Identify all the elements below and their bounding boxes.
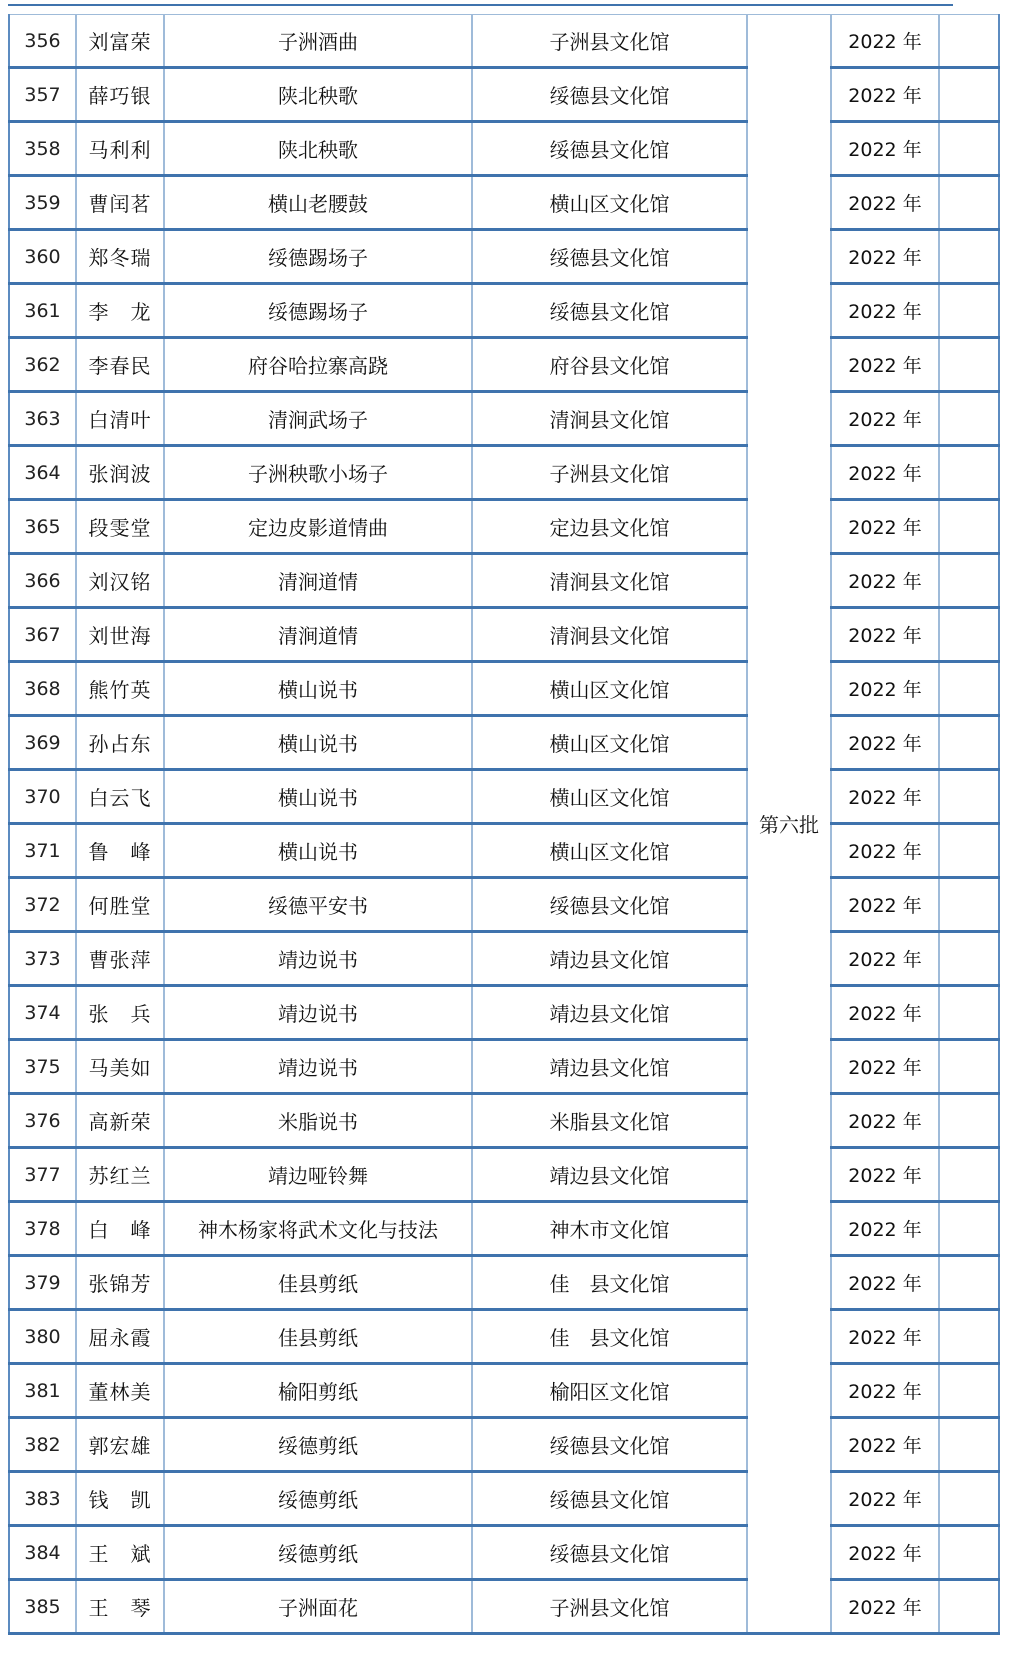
year-cell: 2022 年 xyxy=(831,122,939,176)
serial-number-cell: 370 xyxy=(9,770,76,824)
inheritor-name-cell: 马利利 xyxy=(76,122,164,176)
serial-number-cell: 357 xyxy=(9,68,76,122)
serial-number-cell: 364 xyxy=(9,446,76,500)
year-cell: 2022 年 xyxy=(831,338,939,392)
protection-unit-cell: 横山区文化馆 xyxy=(472,662,747,716)
project-name-cell: 子洲秧歌小场子 xyxy=(164,446,472,500)
protection-unit-cell: 佳 县文化馆 xyxy=(472,1310,747,1364)
protection-unit-cell: 靖边县文化馆 xyxy=(472,932,747,986)
protection-unit-cell: 靖边县文化馆 xyxy=(472,1148,747,1202)
inheritor-name-cell: 熊竹英 xyxy=(76,662,164,716)
project-name-cell: 横山说书 xyxy=(164,716,472,770)
year-cell: 2022 年 xyxy=(831,68,939,122)
remarks-cell xyxy=(939,230,999,284)
table-row xyxy=(9,716,999,770)
year-cell: 2022 年 xyxy=(831,1472,939,1526)
protection-unit-cell: 清涧县文化馆 xyxy=(472,608,747,662)
remarks-cell xyxy=(939,770,999,824)
table-row xyxy=(9,1256,999,1310)
table-row xyxy=(9,770,999,824)
remarks-cell xyxy=(939,878,999,932)
project-name-cell: 佳县剪纸 xyxy=(164,1310,472,1364)
inheritor-name-cell: 钱 凯 xyxy=(76,1472,164,1526)
table-row xyxy=(9,68,999,122)
inheritor-name-cell: 薛巧银 xyxy=(76,68,164,122)
inheritor-name-cell: 张锦芳 xyxy=(76,1256,164,1310)
project-name-cell: 清涧道情 xyxy=(164,608,472,662)
protection-unit-cell: 清涧县文化馆 xyxy=(472,392,747,446)
inheritor-name-cell: 鲁 峰 xyxy=(76,824,164,878)
year-cell: 2022 年 xyxy=(831,500,939,554)
year-cell: 2022 年 xyxy=(831,554,939,608)
remarks-cell xyxy=(939,932,999,986)
remarks-cell xyxy=(939,716,999,770)
remarks-cell xyxy=(939,1364,999,1418)
project-name-cell: 绥德踢场子 xyxy=(164,230,472,284)
table-row xyxy=(9,986,999,1040)
project-name-cell: 绥德剪纸 xyxy=(164,1418,472,1472)
serial-number-cell: 361 xyxy=(9,284,76,338)
serial-number-cell: 367 xyxy=(9,608,76,662)
project-name-cell: 陕北秧歌 xyxy=(164,122,472,176)
table-top-rule xyxy=(8,4,953,6)
year-cell: 2022 年 xyxy=(831,1040,939,1094)
table-row xyxy=(9,1418,999,1472)
protection-unit-cell: 绥德县文化馆 xyxy=(472,122,747,176)
project-name-cell: 陕北秧歌 xyxy=(164,68,472,122)
project-name-cell: 靖边说书 xyxy=(164,986,472,1040)
table-row xyxy=(9,662,999,716)
remarks-cell xyxy=(939,1256,999,1310)
remarks-cell xyxy=(939,1418,999,1472)
protection-unit-cell: 绥德县文化馆 xyxy=(472,878,747,932)
year-cell: 2022 年 xyxy=(831,1202,939,1256)
inheritor-name-cell: 郭宏雄 xyxy=(76,1418,164,1472)
inheritor-name-cell: 曹张萍 xyxy=(76,932,164,986)
protection-unit-cell: 定边县文化馆 xyxy=(472,500,747,554)
serial-number-cell: 374 xyxy=(9,986,76,1040)
year-cell: 2022 年 xyxy=(831,662,939,716)
serial-number-cell: 372 xyxy=(9,878,76,932)
year-cell: 2022 年 xyxy=(831,176,939,230)
serial-number-cell: 363 xyxy=(9,392,76,446)
serial-number-cell: 358 xyxy=(9,122,76,176)
table-row xyxy=(9,500,999,554)
inheritor-name-cell: 刘世海 xyxy=(76,608,164,662)
protection-unit-cell: 靖边县文化馆 xyxy=(472,986,747,1040)
table-row xyxy=(9,122,999,176)
table-row xyxy=(9,1472,999,1526)
serial-number-cell: 384 xyxy=(9,1526,76,1580)
serial-number-cell: 382 xyxy=(9,1418,76,1472)
remarks-cell xyxy=(939,1148,999,1202)
serial-number-cell: 376 xyxy=(9,1094,76,1148)
project-name-cell: 米脂说书 xyxy=(164,1094,472,1148)
remarks-cell xyxy=(939,1526,999,1580)
table-row xyxy=(9,932,999,986)
project-name-cell: 横山说书 xyxy=(164,770,472,824)
protection-unit-cell: 子洲县文化馆 xyxy=(472,446,747,500)
year-cell: 2022 年 xyxy=(831,1148,939,1202)
table-row xyxy=(9,554,999,608)
remarks-cell xyxy=(939,122,999,176)
protection-unit-cell: 绥德县文化馆 xyxy=(472,1472,747,1526)
remarks-cell xyxy=(939,68,999,122)
project-name-cell: 绥德平安书 xyxy=(164,878,472,932)
protection-unit-cell: 横山区文化馆 xyxy=(472,824,747,878)
table-row xyxy=(9,878,999,932)
table-row xyxy=(9,15,999,68)
serial-number-cell: 362 xyxy=(9,338,76,392)
remarks-cell xyxy=(939,392,999,446)
remarks-cell xyxy=(939,986,999,1040)
table-row xyxy=(9,1202,999,1256)
serial-number-cell: 380 xyxy=(9,1310,76,1364)
project-name-cell: 横山说书 xyxy=(164,824,472,878)
project-name-cell: 子洲面花 xyxy=(164,1580,472,1634)
inheritor-name-cell: 段雯堂 xyxy=(76,500,164,554)
year-cell: 2022 年 xyxy=(831,284,939,338)
year-cell: 2022 年 xyxy=(831,770,939,824)
serial-number-cell: 369 xyxy=(9,716,76,770)
year-cell: 2022 年 xyxy=(831,1310,939,1364)
inheritor-name-cell: 白云飞 xyxy=(76,770,164,824)
remarks-cell xyxy=(939,284,999,338)
inheritor-name-cell: 张润波 xyxy=(76,446,164,500)
year-cell: 2022 年 xyxy=(831,15,939,68)
remarks-cell xyxy=(939,1580,999,1634)
serial-number-cell: 377 xyxy=(9,1148,76,1202)
table-row xyxy=(9,824,999,878)
serial-number-cell: 381 xyxy=(9,1364,76,1418)
protection-unit-cell: 绥德县文化馆 xyxy=(472,284,747,338)
inheritor-name-cell: 王 斌 xyxy=(76,1526,164,1580)
project-name-cell: 府谷哈拉寨高跷 xyxy=(164,338,472,392)
table-row xyxy=(9,1580,999,1634)
year-cell: 2022 年 xyxy=(831,1364,939,1418)
project-name-cell: 靖边说书 xyxy=(164,932,472,986)
serial-number-cell: 366 xyxy=(9,554,76,608)
protection-unit-cell: 靖边县文化馆 xyxy=(472,1040,747,1094)
year-cell: 2022 年 xyxy=(831,1526,939,1580)
year-cell: 2022 年 xyxy=(831,878,939,932)
remarks-cell xyxy=(939,1310,999,1364)
table-row xyxy=(9,1040,999,1094)
inheritor-name-cell: 白清叶 xyxy=(76,392,164,446)
year-cell: 2022 年 xyxy=(831,392,939,446)
remarks-cell xyxy=(939,824,999,878)
serial-number-cell: 359 xyxy=(9,176,76,230)
serial-number-cell: 378 xyxy=(9,1202,76,1256)
protection-unit-cell: 横山区文化馆 xyxy=(472,716,747,770)
project-name-cell: 绥德剪纸 xyxy=(164,1526,472,1580)
serial-number-cell: 368 xyxy=(9,662,76,716)
table-row xyxy=(9,284,999,338)
protection-unit-cell: 横山区文化馆 xyxy=(472,770,747,824)
serial-number-cell: 371 xyxy=(9,824,76,878)
table-body xyxy=(9,15,999,1634)
inheritor-name-cell: 孙占东 xyxy=(76,716,164,770)
remarks-cell xyxy=(939,15,999,68)
serial-number-cell: 360 xyxy=(9,230,76,284)
remarks-cell xyxy=(939,1094,999,1148)
serial-number-cell: 383 xyxy=(9,1472,76,1526)
serial-number-cell: 379 xyxy=(9,1256,76,1310)
table-row xyxy=(9,1148,999,1202)
project-name-cell: 横山老腰鼓 xyxy=(164,176,472,230)
protection-unit-cell: 横山区文化馆 xyxy=(472,176,747,230)
protection-unit-cell: 绥德县文化馆 xyxy=(472,68,747,122)
inheritor-table xyxy=(8,14,1000,1635)
project-name-cell: 靖边哑铃舞 xyxy=(164,1148,472,1202)
remarks-cell xyxy=(939,1202,999,1256)
inheritor-name-cell: 高新荣 xyxy=(76,1094,164,1148)
inheritor-name-cell: 屈永霞 xyxy=(76,1310,164,1364)
inheritor-name-cell: 曹闰茗 xyxy=(76,176,164,230)
year-cell: 2022 年 xyxy=(831,1094,939,1148)
project-name-cell: 神木杨家将武术文化与技法 xyxy=(164,1202,472,1256)
serial-number-cell: 375 xyxy=(9,1040,76,1094)
project-name-cell: 定边皮影道情曲 xyxy=(164,500,472,554)
table-row xyxy=(9,230,999,284)
protection-unit-cell: 米脂县文化馆 xyxy=(472,1094,747,1148)
year-cell: 2022 年 xyxy=(831,1256,939,1310)
table-row xyxy=(9,176,999,230)
project-name-cell: 清涧道情 xyxy=(164,554,472,608)
year-cell: 2022 年 xyxy=(831,824,939,878)
serial-number-cell: 373 xyxy=(9,932,76,986)
protection-unit-cell: 子洲县文化馆 xyxy=(472,1580,747,1634)
remarks-cell xyxy=(939,608,999,662)
protection-unit-cell: 子洲县文化馆 xyxy=(472,15,747,68)
protection-unit-cell: 府谷县文化馆 xyxy=(472,338,747,392)
inheritor-name-cell: 马美如 xyxy=(76,1040,164,1094)
inheritor-name-cell: 白 峰 xyxy=(76,1202,164,1256)
protection-unit-cell: 清涧县文化馆 xyxy=(472,554,747,608)
inheritor-name-cell: 刘富荣 xyxy=(76,15,164,68)
remarks-cell xyxy=(939,338,999,392)
project-name-cell: 子洲酒曲 xyxy=(164,15,472,68)
inheritor-name-cell: 王 琴 xyxy=(76,1580,164,1634)
table-row xyxy=(9,608,999,662)
year-cell: 2022 年 xyxy=(831,446,939,500)
project-name-cell: 榆阳剪纸 xyxy=(164,1364,472,1418)
table-row xyxy=(9,1526,999,1580)
protection-unit-cell: 绥德县文化馆 xyxy=(472,1418,747,1472)
year-cell: 2022 年 xyxy=(831,932,939,986)
project-name-cell: 横山说书 xyxy=(164,662,472,716)
table-row xyxy=(9,1094,999,1148)
inheritor-name-cell: 苏红兰 xyxy=(76,1148,164,1202)
project-name-cell: 靖边说书 xyxy=(164,1040,472,1094)
year-cell: 2022 年 xyxy=(831,608,939,662)
project-name-cell: 绥德踢场子 xyxy=(164,284,472,338)
remarks-cell xyxy=(939,176,999,230)
protection-unit-cell: 佳 县文化馆 xyxy=(472,1256,747,1310)
remarks-cell xyxy=(939,446,999,500)
protection-unit-cell: 绥德县文化馆 xyxy=(472,1526,747,1580)
project-name-cell: 佳县剪纸 xyxy=(164,1256,472,1310)
protection-unit-cell: 绥德县文化馆 xyxy=(472,230,747,284)
project-name-cell: 清涧武场子 xyxy=(164,392,472,446)
serial-number-cell: 365 xyxy=(9,500,76,554)
remarks-cell xyxy=(939,500,999,554)
table-row xyxy=(9,1310,999,1364)
year-cell: 2022 年 xyxy=(831,230,939,284)
serial-number-cell: 385 xyxy=(9,1580,76,1634)
year-cell: 2022 年 xyxy=(831,986,939,1040)
remarks-cell xyxy=(939,662,999,716)
inheritor-name-cell: 何胜堂 xyxy=(76,878,164,932)
inheritor-name-cell: 刘汉铭 xyxy=(76,554,164,608)
protection-unit-cell: 神木市文化馆 xyxy=(472,1202,747,1256)
protection-unit-cell: 榆阳区文化馆 xyxy=(472,1364,747,1418)
table-row xyxy=(9,446,999,500)
project-name-cell: 绥德剪纸 xyxy=(164,1472,472,1526)
year-cell: 2022 年 xyxy=(831,1418,939,1472)
serial-number-cell: 356 xyxy=(9,15,76,68)
inheritor-name-cell: 李春民 xyxy=(76,338,164,392)
year-cell: 2022 年 xyxy=(831,716,939,770)
inheritor-name-cell: 郑冬瑞 xyxy=(76,230,164,284)
inheritor-name-cell: 张 兵 xyxy=(76,986,164,1040)
table-row xyxy=(9,392,999,446)
year-cell: 2022 年 xyxy=(831,1580,939,1634)
remarks-cell xyxy=(939,554,999,608)
remarks-cell xyxy=(939,1472,999,1526)
batch-cell: 第六批 xyxy=(747,15,831,1634)
table-row xyxy=(9,1364,999,1418)
table-row xyxy=(9,338,999,392)
inheritor-name-cell: 李 龙 xyxy=(76,284,164,338)
remarks-cell xyxy=(939,1040,999,1094)
inheritor-name-cell: 董林美 xyxy=(76,1364,164,1418)
